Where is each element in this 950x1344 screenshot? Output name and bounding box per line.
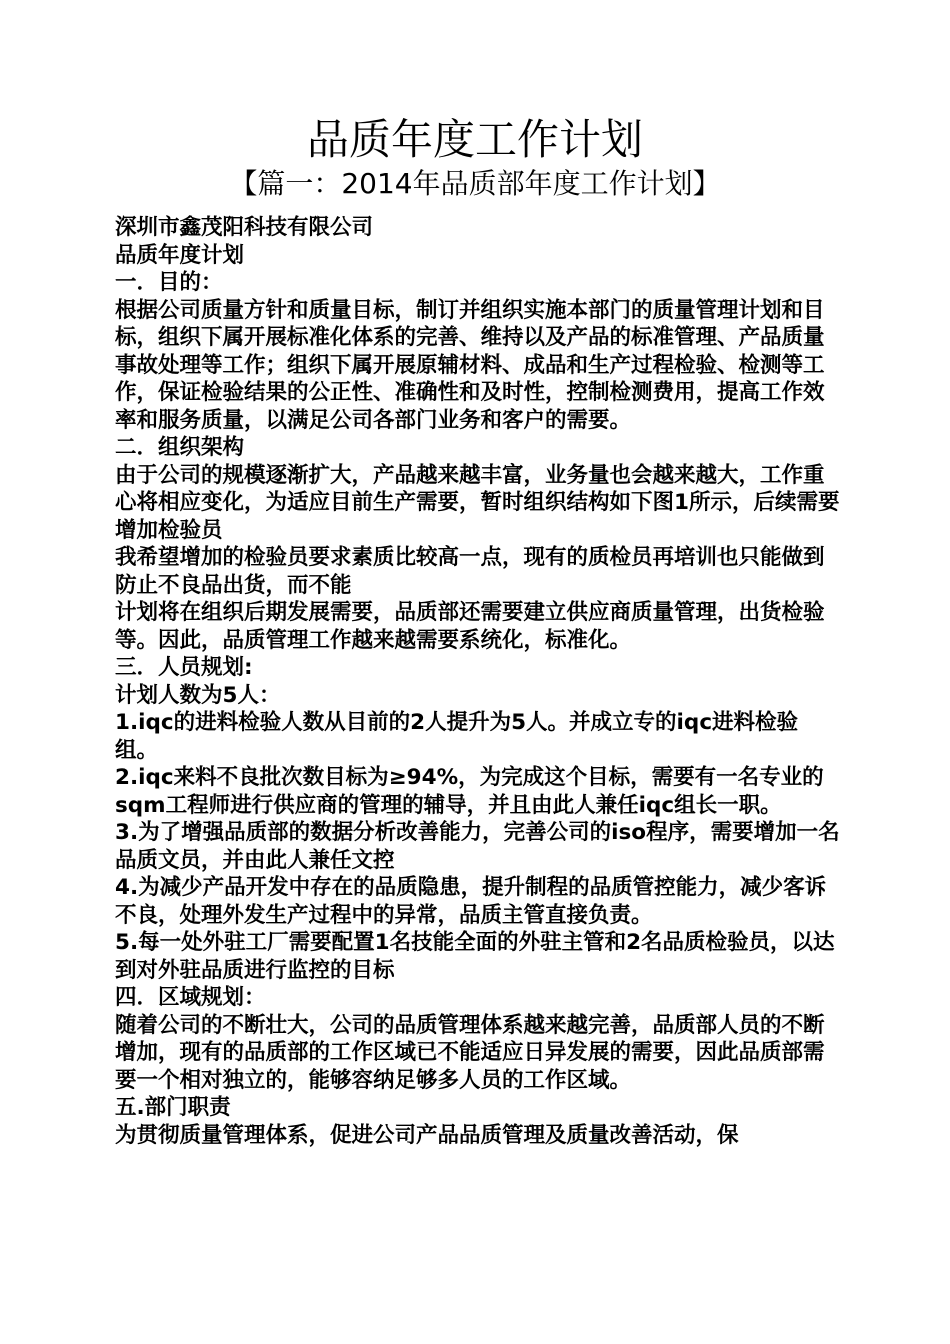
paragraph-organization-1: 由于公司的规模逐渐扩大，产品越来越丰富，业务量也会越来越大，工作重心将相应变化，为适应目前生产需要，暂时组织结构如下图1所示，后续需要增加检验员 bbox=[115, 462, 840, 543]
paragraph-purpose: 根据公司质量方针和质量目标，制订并组织实施本部门的质量管理计划和目标，组织下属开展标准化体系的完善、维持以及产品的标准管理、产品质量事故处理等工作；组织下属开展原辅材料、成品和生产过程检验、检测等工作，保证检验结果的公正性、准确性和及时性，控制检测费用，提高工作效率和服务质量，以满足公司各部门业务和客户的需要。 bbox=[115, 297, 825, 433]
paragraph-duties: 为贯彻质量管理体系，促进公司产品品质管理及质量改善活动，保 bbox=[115, 1122, 739, 1148]
document-body bbox=[115, 214, 840, 1149]
document-subtitle: 【篇一：2014年品质部年度工作计划】 bbox=[229, 167, 721, 200]
company-name: 深圳市鑫茂阳科技有限公司 bbox=[115, 215, 374, 240]
list-item: 4.为减少产品开发中存在的品质隐患，提升制程的品质管控能力，减少客诉不良，处理外发生产过程中的异常，品质主管直接负责。 bbox=[115, 875, 827, 928]
paragraph-organization-2: 我希望增加的检验员要求素质比较高一点，现有的质检员再培训也只能做到防止不良品出货，而不能 bbox=[115, 545, 825, 598]
section-heading-staffing: 三．人员规划: bbox=[115, 655, 253, 680]
paragraph-staff-count: 计划人数为5人： bbox=[115, 682, 281, 708]
section-heading-purpose: 一．目的： bbox=[115, 270, 223, 295]
section-heading-organization: 二．组织架构 bbox=[115, 435, 245, 460]
list-item: 2.iqc来料不良批次数目标为≥94%，为完成这个目标，需要有一名专业的sqm工程师进行供应商的管理的辅导，并且由此人兼任iqc组长一职。 bbox=[115, 765, 824, 818]
paragraph-area: 随着公司的不断壮大，公司的品质管理体系越来越完善，品质部人员的不断增加，现有的品质部的工作区域已不能适应日异发展的需要，因此品质部需要一个相对独立的，能够容纳足够多人员的工作区域。 bbox=[115, 1012, 825, 1093]
list-item: 3.为了增强品质部的数据分析改善能力，完善公司的iso程序，需要增加一名品质文员，并由此人兼任文控 bbox=[115, 820, 840, 873]
document-title: 品质年度工作计划 bbox=[306, 115, 643, 164]
plan-heading: 品质年度计划 bbox=[115, 242, 245, 268]
list-item: 1.iqc的进料检验人数从目前的2人提升为5人。并成立专的iqc进料检验组。 bbox=[115, 710, 799, 763]
section-heading-duties: 五.部门职责 bbox=[115, 1095, 231, 1120]
paragraph-organization-3: 计划将在组织后期发展需要，品质部还需要建立供应商质量管理，出货检验等。因此，品质管理工作越来越需要系统化，标准化。 bbox=[115, 600, 825, 653]
list-item: 5.每一处外驻工厂需要配置1名技能全面的外驻主管和2名品质检验员，以达到对外驻品质进行监控的目标 bbox=[115, 930, 835, 983]
section-heading-area: 四．区域规划： bbox=[115, 985, 266, 1010]
